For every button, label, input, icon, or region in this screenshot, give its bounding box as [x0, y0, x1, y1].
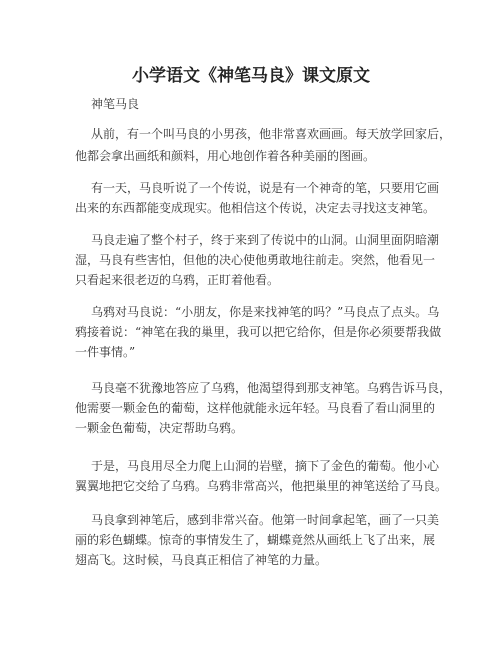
paragraph-line: 出来的东西都能变成现实。他相信这个传说，决定去寻找这支神笔。 [75, 201, 436, 215]
paragraph-line: 一颗金色葡萄，决定帮助乌鸦。 [75, 421, 244, 435]
paragraph-line: 一件事情。” [75, 345, 136, 359]
paragraph-line: 于是，马良用尽全力爬上山洞的岩壁，摘下了金色的葡萄。他小心 [91, 459, 440, 473]
paragraph-line: 只看起来很老迈的乌鸦，正盯着他看。 [75, 273, 280, 287]
paragraph-line: 丽的彩色蝴蝶。惊奇的事情发生了，蝴蝶竟然从画纸上飞了出来，展 [75, 533, 436, 547]
paragraph-line: 乌鸦对马良说：“小朋友，你是来找神笔的吗？”马良点了点头。乌 [91, 305, 440, 319]
paragraph-line: 马良拿到神笔后，感到非常兴奋。他第一时间拿起笔，画了一只美 [91, 513, 440, 527]
paragraph-line: 翼翼地把它交给了乌鸦。乌鸦非常高兴，他把巢里的神笔送给了马良。 [75, 479, 448, 493]
paragraph-line: 他需要一颗金色的葡萄，这样他就能永远年轻。马良看了看山洞里的 [75, 401, 436, 415]
paragraph-line: 他都会拿出画纸和颜料，用心地创作着各种美丽的图画。 [75, 149, 376, 163]
paragraph-line: 有一天，马良听说了一个传说，说是有一个神奇的笔，只要用它画 [91, 181, 440, 195]
paragraph-line: 从前，有一个叫马良的小男孩，他非常喜欢画画。每天放学回家后， [91, 127, 452, 141]
document-subtitle: 神笔马良 [91, 97, 140, 111]
document-title: 小学语文《神笔马良》课文原文 [132, 66, 370, 86]
paragraph-line: 翅高飞。这时候，马良真正相信了神笔的力量。 [75, 553, 328, 567]
paragraph-line: 鸦接着说：“神笔在我的巢里，我可以把它给你，但是你必须要帮我做 [75, 325, 442, 339]
paragraph-line: 马良毫不犹豫地答应了乌鸦，他渴望得到那支神笔。乌鸦告诉马良， [91, 381, 452, 395]
paragraph-line: 马良走遍了整个村子，终于来到了传说中的山洞。山洞里面阴暗潮 [91, 233, 440, 247]
paragraph-line: 湿，马良有些害怕，但他的决心使他勇敢地往前走。突然，他看见一 [75, 253, 436, 267]
